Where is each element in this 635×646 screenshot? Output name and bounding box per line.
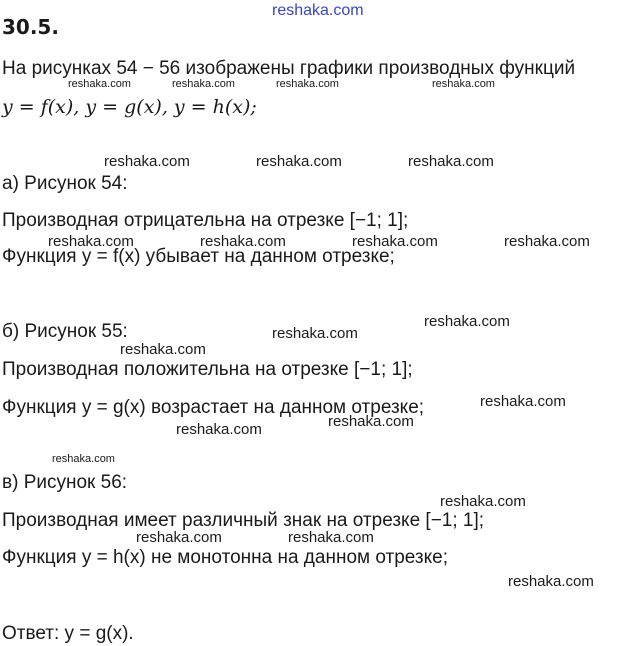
watermark: reshaka.com bbox=[176, 421, 262, 438]
part-a-heading: а) Рисунок 54: bbox=[2, 173, 128, 194]
watermark: reshaka.com bbox=[276, 78, 339, 90]
watermark: reshaka.com bbox=[104, 153, 190, 170]
watermark: reshaka.com bbox=[172, 78, 235, 90]
intro-functions: y = f(x), y = g(x), y = h(x); bbox=[2, 96, 257, 118]
watermark: reshaka.com bbox=[288, 529, 374, 546]
watermark: reshaka.com bbox=[120, 341, 206, 358]
part-a-function-line: Функция y = f(x) убывает на данном отрезке; bbox=[2, 246, 395, 267]
watermark: reshaka.com bbox=[508, 573, 594, 590]
watermark: reshaka.com bbox=[480, 393, 566, 410]
watermark: reshaka.com bbox=[328, 413, 414, 430]
answer: Ответ: y = g(x). bbox=[2, 623, 134, 644]
watermark: reshaka.com bbox=[52, 453, 115, 465]
intro-text: На рисунках 54 − 56 изображены графики производных функций bbox=[2, 58, 576, 79]
watermark: reshaka.com bbox=[440, 493, 526, 510]
part-a-derivative-line: Производная отрицательна на отрезке [−1; 1]; bbox=[2, 210, 409, 231]
watermark: reshaka.com bbox=[504, 233, 590, 250]
part-c-derivative-line: Производная имеет различный знак на отрезке [−1; 1]; bbox=[2, 510, 485, 531]
part-c-heading: в) Рисунок 56: bbox=[2, 472, 128, 493]
part-b-derivative-line: Производная положительна на отрезке [−1; 1]; bbox=[2, 359, 413, 380]
watermark: reshaka.com bbox=[68, 78, 131, 90]
watermark: reshaka.com bbox=[424, 313, 510, 330]
watermark: reshaka.com bbox=[48, 233, 134, 250]
part-b-heading: б) Рисунок 55: bbox=[2, 321, 128, 342]
watermark: reshaka.com bbox=[272, 325, 358, 342]
part-c-function-line: Функция y = h(x) не монотонна на данном отрезке; bbox=[2, 547, 448, 568]
watermark-top: reshaka.com bbox=[272, 2, 364, 19]
watermark: reshaka.com bbox=[200, 233, 286, 250]
watermark: reshaka.com bbox=[256, 153, 342, 170]
watermark: reshaka.com bbox=[136, 529, 222, 546]
watermark: reshaka.com bbox=[352, 233, 438, 250]
watermark: reshaka.com bbox=[432, 78, 495, 90]
part-b-function-line: Функция y = g(x) возрастает на данном отрезке; bbox=[2, 397, 425, 418]
watermark: reshaka.com bbox=[408, 153, 494, 170]
problem-number: 30.5. bbox=[2, 15, 59, 39]
